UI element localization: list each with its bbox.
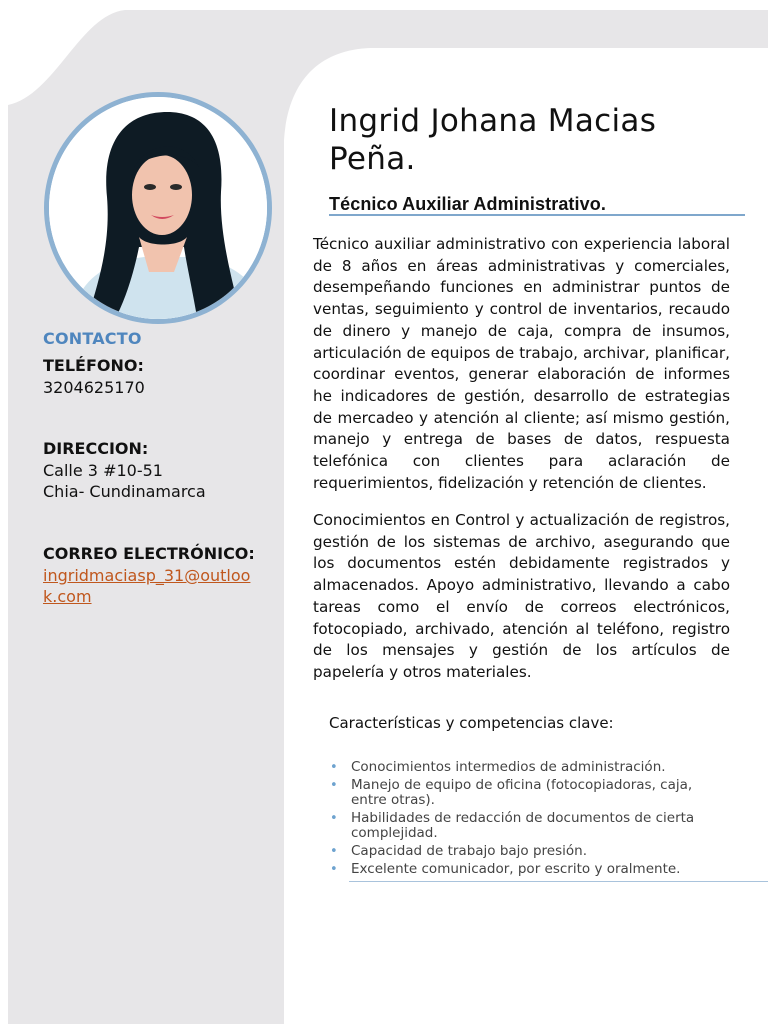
list-item <box>328 862 728 877</box>
bullet-icon: • <box>330 862 338 877</box>
bullet-icon: • <box>330 778 338 793</box>
list-item-text: Capacidad de trabajo bajo presión. <box>351 843 588 859</box>
address-line-2: Chia- Cundinamarca <box>43 482 206 501</box>
list-item <box>328 811 728 841</box>
competencies-list <box>328 760 728 880</box>
bullet-icon: • <box>330 844 338 859</box>
profile-paragraph-2: Conocimientos en Control y actualización de registros, gestión de los sistemas de archivo, asegurando que los documentos estén debidamente registrados y almacenados. Apoyo administrativo, llevando a cabo tareas como el envío de correos electrónicos, fotocopiado, archivado, atención al teléfono, registro de los mensajes y gestión de los artículos de papelería y otros materiales. <box>313 511 730 681</box>
list-item <box>328 778 728 808</box>
list-item-text: Conocimientos intermedios de administración. <box>351 759 666 775</box>
competencies-title: Características y competencias clave: <box>329 714 614 732</box>
list-item-text: Manejo de equipo de oficina (fotocopiadoras, caja, entre otras). <box>351 777 693 808</box>
list-item <box>328 760 728 775</box>
bullet-icon: • <box>330 811 338 826</box>
phone-label: TELÉFONO: <box>43 356 144 375</box>
address-label: DIRECCION: <box>43 439 149 458</box>
contact-heading: CONTACTO <box>43 329 142 348</box>
address-line-1: Calle 3 #10-51 <box>43 461 163 480</box>
phone-value: 3204625170 <box>43 378 145 397</box>
email-label: CORREO ELECTRÓNICO: <box>43 544 255 563</box>
bullet-icon: • <box>330 760 338 775</box>
job-title-underline <box>329 214 745 216</box>
profile-paragraph-1: Técnico auxiliar administrativo con experiencia laboral de 8 años en áreas administrativas y comerciales, desempeñando funciones en administrar puntos de ventas, seguimiento y control de inventarios, recaudo de dinero y manejo de caja, compra de insumos, articulación de equipos de trabajo, archivar, planificar, coordinar eventos, generar elaboración de informes he indicadores de gestión, desarrollo de estrategias de mercadeo y atención al cliente; así mismo gestión, manejo y entrega de bases de datos, respuesta telefónica con clientes para aclaración de requerimientos, fidelización y retención de clientes. <box>313 235 730 492</box>
competencies-divider <box>349 881 768 882</box>
candidate-name: Ingrid Johana Macias Peña. <box>329 103 657 177</box>
email-link[interactable]: ingridmaciasp_31@outlook.com <box>43 566 251 606</box>
list-item-text: Excelente comunicador, por escrito y oralmente. <box>351 861 681 877</box>
list-item <box>328 844 728 859</box>
list-item-text: Habilidades de redacción de documentos de cierta complejidad. <box>351 810 695 841</box>
job-title: Técnico Auxiliar Administrativo. <box>329 194 606 214</box>
profile-photo-illustration <box>49 97 272 324</box>
profile-photo <box>44 92 272 324</box>
